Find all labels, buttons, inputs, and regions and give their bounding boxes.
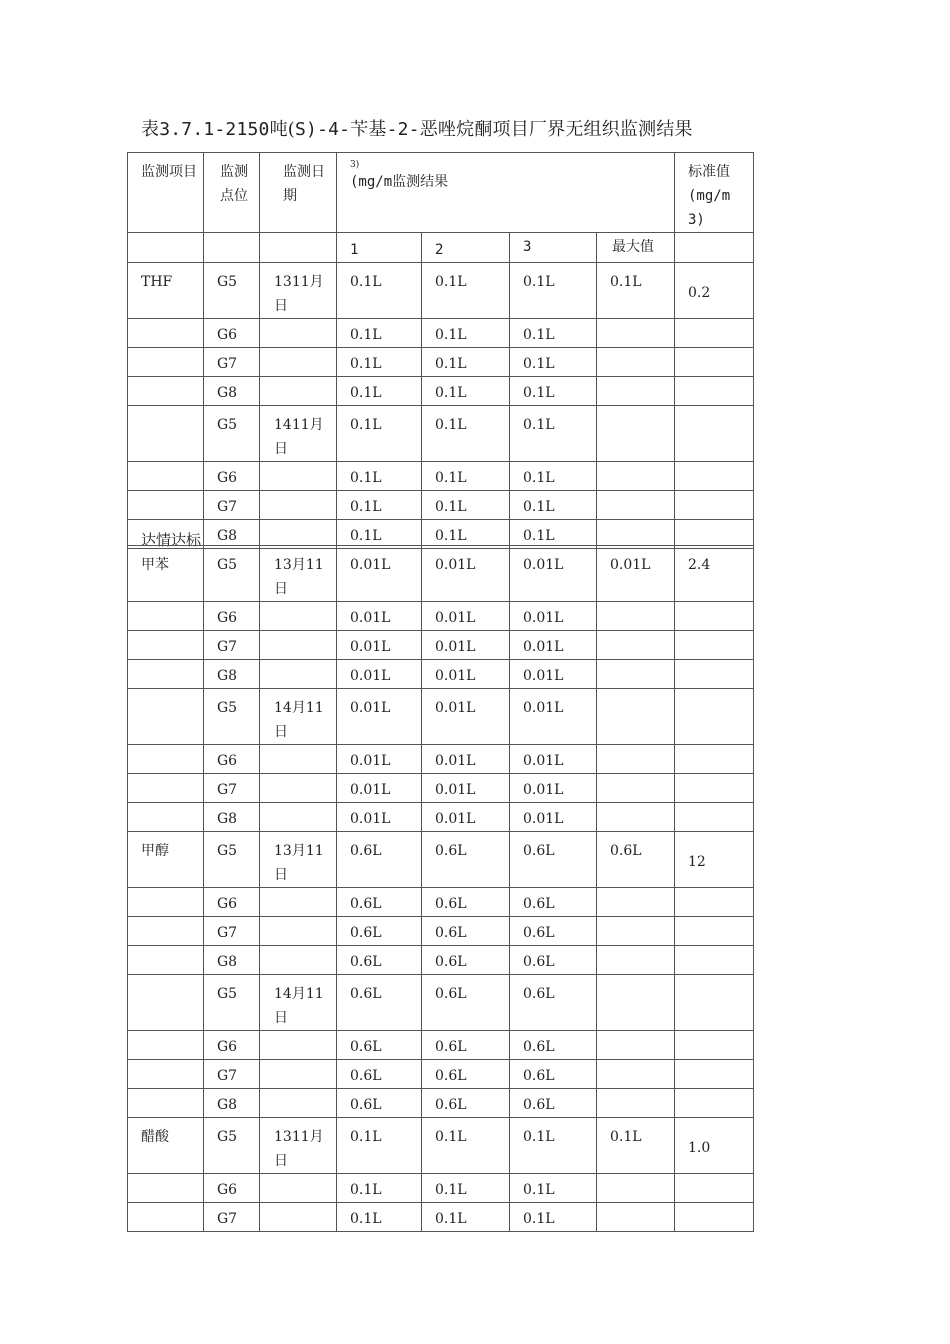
item-cell bbox=[128, 745, 204, 774]
value-1-cell: 0.6L bbox=[337, 832, 422, 888]
table-row bbox=[128, 263, 754, 319]
title-code: 3.7.1-2150 bbox=[159, 119, 270, 140]
standard-cell: 12 bbox=[675, 832, 754, 888]
standard-cell bbox=[675, 462, 754, 491]
value-1-cell: 0.01L bbox=[337, 774, 422, 803]
value-2-cell: 0.6L bbox=[422, 1031, 510, 1060]
table-row bbox=[128, 660, 754, 689]
value-2-cell: 0.1L bbox=[422, 319, 510, 348]
table-row bbox=[128, 745, 754, 774]
value-3-cell: 0.01L bbox=[510, 631, 597, 660]
value-2-cell: 0.1L bbox=[422, 491, 510, 520]
value-3-cell: 0.6L bbox=[510, 917, 597, 946]
title-num: -2- bbox=[386, 119, 420, 140]
title-suffix: 恶唑烷酮项目厂界无组织监测结果 bbox=[419, 119, 693, 140]
date-cell bbox=[260, 631, 337, 660]
table-row bbox=[128, 462, 754, 491]
point-cell: G6 bbox=[204, 1031, 260, 1060]
point-cell: G6 bbox=[204, 319, 260, 348]
point-cell: G8 bbox=[204, 1089, 260, 1118]
max-cell bbox=[597, 917, 675, 946]
point-cell: G5 bbox=[204, 546, 260, 602]
value-3-cell: 0.1L bbox=[510, 1203, 597, 1232]
value-3-cell: 0.1L bbox=[510, 520, 597, 549]
table-row bbox=[128, 631, 754, 660]
point-cell: G8 bbox=[204, 377, 260, 406]
header-point: 监测点位 bbox=[204, 153, 260, 233]
date-cell bbox=[260, 1060, 337, 1089]
standard-cell bbox=[675, 1203, 754, 1232]
value-2-cell: 0.1L bbox=[422, 263, 510, 319]
date-cell bbox=[260, 1089, 337, 1118]
value-2-cell: 0.01L bbox=[422, 774, 510, 803]
col-max: 最大值 bbox=[597, 233, 675, 263]
item-cell bbox=[128, 660, 204, 689]
max-cell bbox=[597, 888, 675, 917]
date-cell bbox=[260, 348, 337, 377]
table-row bbox=[128, 348, 754, 377]
item-cell bbox=[128, 975, 204, 1031]
value-2-cell: 0.1L bbox=[422, 1118, 510, 1174]
header-result bbox=[337, 153, 675, 233]
item-cell: 甲苯 bbox=[128, 546, 204, 602]
value-2-cell: 0.6L bbox=[422, 917, 510, 946]
max-cell bbox=[597, 377, 675, 406]
results-table bbox=[127, 545, 754, 1232]
value-1-cell: 0.1L bbox=[337, 377, 422, 406]
item-cell bbox=[128, 319, 204, 348]
value-1-cell: 0.01L bbox=[337, 631, 422, 660]
header-standard bbox=[675, 153, 754, 233]
value-3-cell: 0.6L bbox=[510, 975, 597, 1031]
point-cell: G6 bbox=[204, 462, 260, 491]
value-3-cell: 0.6L bbox=[510, 946, 597, 975]
value-2-cell: 0.01L bbox=[422, 631, 510, 660]
value-2-cell: 0.6L bbox=[422, 888, 510, 917]
standard-cell bbox=[675, 1174, 754, 1203]
date-cell: 1311月日 bbox=[260, 1118, 337, 1174]
date-cell: 1411月日 bbox=[260, 406, 337, 462]
table-row bbox=[128, 602, 754, 631]
date-cell bbox=[260, 946, 337, 975]
table-row bbox=[128, 946, 754, 975]
max-cell bbox=[597, 462, 675, 491]
max-cell bbox=[597, 803, 675, 832]
standard-cell bbox=[675, 774, 754, 803]
standard-cell bbox=[675, 1060, 754, 1089]
value-3-cell: 0.1L bbox=[510, 1118, 597, 1174]
date-cell: 14月11日 bbox=[260, 689, 337, 745]
date-cell: 1311月日 bbox=[260, 263, 337, 319]
value-3-cell: 0.1L bbox=[510, 1174, 597, 1203]
value-2-cell: 0.01L bbox=[422, 803, 510, 832]
value-1-cell: 0.6L bbox=[337, 946, 422, 975]
date-cell bbox=[260, 1203, 337, 1232]
max-cell bbox=[597, 1060, 675, 1089]
value-3-cell: 0.01L bbox=[510, 660, 597, 689]
table-row bbox=[128, 975, 754, 1031]
value-1-cell: 0.1L bbox=[337, 406, 422, 462]
point-cell: G7 bbox=[204, 917, 260, 946]
standard-cell bbox=[675, 660, 754, 689]
value-1-cell: 0.01L bbox=[337, 660, 422, 689]
value-1-cell: 0.6L bbox=[337, 1031, 422, 1060]
point-cell: G7 bbox=[204, 1203, 260, 1232]
point-cell: G5 bbox=[204, 832, 260, 888]
value-1-cell: 0.1L bbox=[337, 319, 422, 348]
max-cell bbox=[597, 774, 675, 803]
date-cell bbox=[260, 888, 337, 917]
standard-cell bbox=[675, 689, 754, 745]
date-cell bbox=[260, 745, 337, 774]
standard-cell bbox=[675, 348, 754, 377]
item-cell bbox=[128, 348, 204, 377]
result-superscript: 3) bbox=[350, 160, 360, 170]
item-cell bbox=[128, 462, 204, 491]
value-1-cell: 0.1L bbox=[337, 263, 422, 319]
standard-cell bbox=[675, 406, 754, 462]
max-cell: 0.6L bbox=[597, 832, 675, 888]
max-cell bbox=[597, 602, 675, 631]
value-1-cell: 0.6L bbox=[337, 1089, 422, 1118]
table-row bbox=[128, 832, 754, 888]
item-cell bbox=[128, 631, 204, 660]
subheader-row bbox=[128, 233, 754, 263]
point-cell: G7 bbox=[204, 1060, 260, 1089]
point-cell: G7 bbox=[204, 491, 260, 520]
item-cell: THF bbox=[128, 263, 204, 319]
point-cell: G8 bbox=[204, 946, 260, 975]
value-1-cell: 0.01L bbox=[337, 546, 422, 602]
item-cell: 甲醇 bbox=[128, 832, 204, 888]
point-cell: G5 bbox=[204, 263, 260, 319]
item-cell bbox=[128, 602, 204, 631]
table-row bbox=[128, 1174, 754, 1203]
date-cell bbox=[260, 774, 337, 803]
standard-cell bbox=[675, 491, 754, 520]
table-row bbox=[128, 1203, 754, 1232]
value-3-cell: 0.01L bbox=[510, 803, 597, 832]
header-date: 监测日期 bbox=[260, 153, 337, 233]
table-row bbox=[128, 1031, 754, 1060]
title-mid: 苄基 bbox=[350, 119, 387, 140]
value-3-cell: 0.1L bbox=[510, 377, 597, 406]
item-cell bbox=[128, 946, 204, 975]
title-prefix: 表 bbox=[141, 119, 160, 140]
standard-cell bbox=[675, 319, 754, 348]
standard-cell bbox=[675, 803, 754, 832]
value-2-cell: 0.1L bbox=[422, 348, 510, 377]
value-1-cell: 0.6L bbox=[337, 975, 422, 1031]
value-2-cell: 0.6L bbox=[422, 975, 510, 1031]
point-cell: G5 bbox=[204, 406, 260, 462]
point-cell: G8 bbox=[204, 520, 260, 549]
max-cell: 0.1L bbox=[597, 263, 675, 319]
value-2-cell: 0.6L bbox=[422, 946, 510, 975]
max-cell bbox=[597, 660, 675, 689]
col-2: 2 bbox=[422, 233, 510, 263]
point-cell: G6 bbox=[204, 602, 260, 631]
table-row bbox=[128, 1089, 754, 1118]
point-cell: G6 bbox=[204, 745, 260, 774]
value-3-cell: 0.6L bbox=[510, 1031, 597, 1060]
max-cell bbox=[597, 1089, 675, 1118]
value-3-cell: 0.1L bbox=[510, 319, 597, 348]
point-cell: G6 bbox=[204, 888, 260, 917]
table-row bbox=[128, 377, 754, 406]
standard-cell bbox=[675, 917, 754, 946]
value-3-cell: 0.1L bbox=[510, 462, 597, 491]
value-1-cell: 0.01L bbox=[337, 803, 422, 832]
value-3-cell: 0.01L bbox=[510, 689, 597, 745]
col-1: 1 bbox=[337, 233, 422, 263]
point-cell: G5 bbox=[204, 1118, 260, 1174]
item-cell: 醋酸 bbox=[128, 1118, 204, 1174]
value-3-cell: 0.1L bbox=[510, 348, 597, 377]
table-row bbox=[128, 803, 754, 832]
table-row bbox=[128, 319, 754, 348]
max-cell bbox=[597, 491, 675, 520]
item-cell bbox=[128, 1174, 204, 1203]
header-item: 监测项目 bbox=[128, 153, 204, 233]
value-3-cell: 0.01L bbox=[510, 602, 597, 631]
standard-cell: 1.0 bbox=[675, 1118, 754, 1174]
item-cell bbox=[128, 491, 204, 520]
value-1-cell: 0.01L bbox=[337, 602, 422, 631]
point-cell: G7 bbox=[204, 774, 260, 803]
date-cell bbox=[260, 1031, 337, 1060]
value-3-cell: 0.01L bbox=[510, 745, 597, 774]
value-2-cell: 0.6L bbox=[422, 1060, 510, 1089]
date-cell bbox=[260, 1174, 337, 1203]
point-cell: G7 bbox=[204, 631, 260, 660]
value-2-cell: 0.1L bbox=[422, 520, 510, 549]
date-cell: 13月11日 bbox=[260, 546, 337, 602]
point-cell: G5 bbox=[204, 975, 260, 1031]
value-2-cell: 0.6L bbox=[422, 1089, 510, 1118]
item-cell bbox=[128, 689, 204, 745]
max-cell bbox=[597, 348, 675, 377]
date-cell bbox=[260, 377, 337, 406]
value-1-cell: 0.1L bbox=[337, 348, 422, 377]
item-cell bbox=[128, 917, 204, 946]
table-row bbox=[128, 1118, 754, 1174]
table-row bbox=[128, 689, 754, 745]
result-unit: (mg/m bbox=[350, 174, 393, 190]
max-cell bbox=[597, 319, 675, 348]
max-cell bbox=[597, 975, 675, 1031]
item-cell bbox=[128, 1089, 204, 1118]
date-cell bbox=[260, 803, 337, 832]
point-cell: G7 bbox=[204, 348, 260, 377]
date-cell bbox=[260, 319, 337, 348]
point-cell: G6 bbox=[204, 1174, 260, 1203]
value-2-cell: 0.01L bbox=[422, 660, 510, 689]
table-row bbox=[128, 406, 754, 462]
standard-cell bbox=[675, 602, 754, 631]
value-2-cell: 0.1L bbox=[422, 1174, 510, 1203]
value-2-cell: 0.1L bbox=[422, 1203, 510, 1232]
value-2-cell: 0.1L bbox=[422, 406, 510, 462]
standard-cell: 2.4 bbox=[675, 546, 754, 602]
value-2-cell: 0.1L bbox=[422, 462, 510, 491]
point-cell: G8 bbox=[204, 803, 260, 832]
value-1-cell: 0.1L bbox=[337, 1118, 422, 1174]
value-2-cell: 0.01L bbox=[422, 689, 510, 745]
date-cell bbox=[260, 491, 337, 520]
max-cell: 0.1L bbox=[597, 1118, 675, 1174]
item-cell bbox=[128, 1060, 204, 1089]
item-cell bbox=[128, 774, 204, 803]
item-cell bbox=[128, 377, 204, 406]
value-3-cell: 0.6L bbox=[510, 832, 597, 888]
max-cell bbox=[597, 1203, 675, 1232]
value-1-cell: 0.01L bbox=[337, 689, 422, 745]
value-3-cell: 0.6L bbox=[510, 1060, 597, 1089]
value-3-cell: 0.01L bbox=[510, 774, 597, 803]
point-cell: G8 bbox=[204, 660, 260, 689]
result-label: 监测结果 bbox=[392, 174, 449, 190]
value-3-cell: 0.1L bbox=[510, 263, 597, 319]
item-cell bbox=[128, 803, 204, 832]
standard-unit: (mg/m3) bbox=[688, 188, 731, 228]
date-cell bbox=[260, 602, 337, 631]
standard-cell bbox=[675, 1031, 754, 1060]
value-1-cell: 0.6L bbox=[337, 888, 422, 917]
value-2-cell: 0.01L bbox=[422, 546, 510, 602]
table-row bbox=[128, 1060, 754, 1089]
title-unit: 吨( bbox=[269, 119, 296, 140]
table-title bbox=[141, 115, 693, 141]
value-3-cell: 0.1L bbox=[510, 491, 597, 520]
value-1-cell: 0.01L bbox=[337, 745, 422, 774]
standard-cell bbox=[675, 1089, 754, 1118]
max-cell bbox=[597, 1031, 675, 1060]
value-2-cell: 0.01L bbox=[422, 745, 510, 774]
value-1-cell: 0.6L bbox=[337, 917, 422, 946]
item-cell bbox=[128, 1031, 204, 1060]
max-cell bbox=[597, 745, 675, 774]
value-1-cell: 0.1L bbox=[337, 491, 422, 520]
header-row bbox=[128, 153, 754, 233]
value-1-cell: 0.1L bbox=[337, 462, 422, 491]
standard-cell bbox=[675, 745, 754, 774]
max-cell bbox=[597, 1174, 675, 1203]
value-1-cell: 0.1L bbox=[337, 520, 422, 549]
thf-results-table bbox=[127, 152, 754, 549]
standard-cell bbox=[675, 946, 754, 975]
table-row bbox=[128, 917, 754, 946]
max-cell bbox=[597, 631, 675, 660]
max-cell bbox=[597, 406, 675, 462]
item-cell bbox=[128, 406, 204, 462]
item-cell bbox=[128, 1203, 204, 1232]
point-cell: G5 bbox=[204, 689, 260, 745]
date-cell: 13月11日 bbox=[260, 832, 337, 888]
value-3-cell: 0.01L bbox=[510, 546, 597, 602]
date-cell bbox=[260, 462, 337, 491]
value-3-cell: 0.1L bbox=[510, 406, 597, 462]
table-row bbox=[128, 491, 754, 520]
table-row bbox=[128, 888, 754, 917]
standard-cell bbox=[675, 888, 754, 917]
table-row bbox=[128, 546, 754, 602]
date-cell bbox=[260, 660, 337, 689]
max-cell bbox=[597, 689, 675, 745]
title-s: S)-4- bbox=[295, 119, 351, 140]
date-cell bbox=[260, 917, 337, 946]
standard-label: 标准值 bbox=[688, 164, 730, 180]
value-1-cell: 0.6L bbox=[337, 1060, 422, 1089]
max-cell: 0.01L bbox=[597, 546, 675, 602]
value-3-cell: 0.6L bbox=[510, 888, 597, 917]
col-3: 3 bbox=[510, 233, 597, 263]
between-note: 达情达标 bbox=[141, 531, 202, 549]
standard-cell bbox=[675, 377, 754, 406]
table-row bbox=[128, 774, 754, 803]
value-2-cell: 0.6L bbox=[422, 832, 510, 888]
value-1-cell: 0.1L bbox=[337, 1203, 422, 1232]
item-cell bbox=[128, 888, 204, 917]
date-cell: 14月11日 bbox=[260, 975, 337, 1031]
value-1-cell: 0.1L bbox=[337, 1174, 422, 1203]
value-2-cell: 0.01L bbox=[422, 602, 510, 631]
standard-cell: 0.2 bbox=[675, 263, 754, 319]
max-cell bbox=[597, 946, 675, 975]
value-3-cell: 0.6L bbox=[510, 1089, 597, 1118]
value-2-cell: 0.1L bbox=[422, 377, 510, 406]
standard-cell bbox=[675, 631, 754, 660]
standard-cell bbox=[675, 975, 754, 1031]
